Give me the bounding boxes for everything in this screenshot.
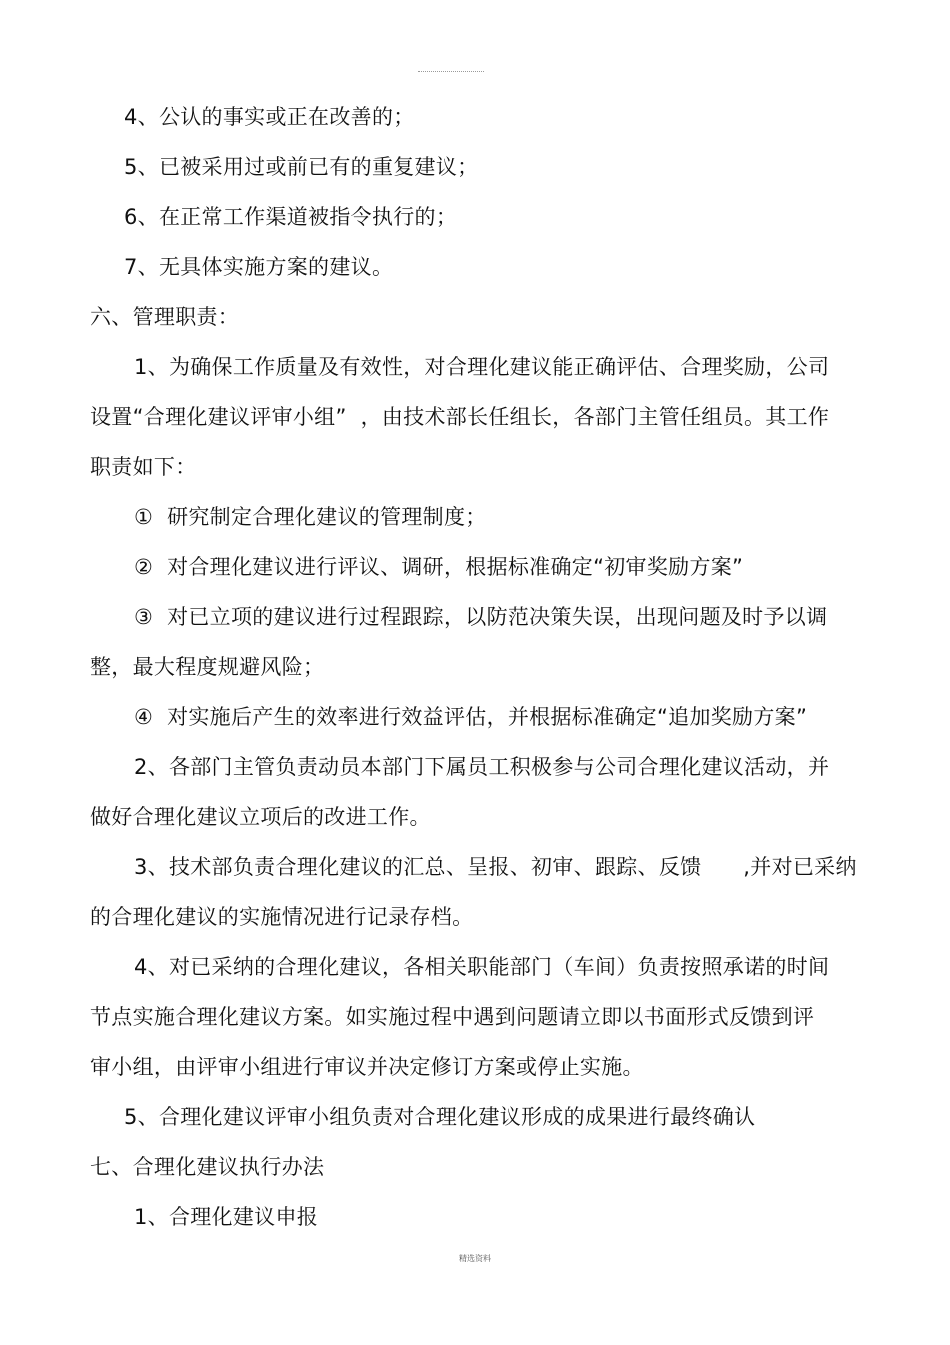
paragraph-line: 1、为确保工作质量及有效性，对合理化建议能正确评估、合理奖励，公司 — [134, 355, 830, 379]
duty-item-2: ② 对合理化建议进行评议、调研，根据标准确定“初审奖励方案” — [134, 555, 744, 579]
section-heading-6: 六、管理职责： — [90, 305, 240, 329]
paragraph-line: 设置“合理化建议评审小组” ，由技术部长任组长，各部门主管任组员。其工作 — [90, 405, 830, 429]
paragraph-line: 3、技术部负责合理化建议的汇总、呈报、初审、跟踪、反馈 ,并对已采纳 — [134, 855, 857, 879]
paragraph-line: 职责如下： — [90, 455, 197, 479]
paragraph-line: 的合理化建议的实施情况进行记录存档。 — [90, 905, 474, 929]
paragraph-line: 5、合理化建议评审小组负责对合理化建议形成的成果进行最终确认 — [124, 1105, 756, 1129]
duty-item-1: ① 研究制定合理化建议的管理制度； — [134, 505, 487, 529]
paragraph-line: 整，最大程度规避风险； — [90, 655, 325, 679]
paragraph-line: 审小组，由评审小组进行审议并决定修订方案或停止实施。 — [90, 1055, 644, 1079]
page-footer: 精选资料 — [459, 1254, 491, 1263]
list-item-4: 4、公认的事实或正在改善的； — [124, 105, 415, 129]
paragraph-line: 2、各部门主管负责动员本部门下属员工积极参与公司合理化建议活动，并 — [134, 755, 830, 779]
list-item-6: 6、在正常工作渠道被指令执行的； — [124, 205, 458, 229]
subsection-heading: 1、合理化建议申报 — [134, 1205, 319, 1229]
list-item-5: 5、已被采用过或前已有的重复建议； — [124, 155, 479, 179]
header-rule — [418, 71, 484, 72]
section-heading-7: 七、合理化建议执行办法 — [90, 1155, 325, 1179]
duty-item-3: ③ 对已立项的建议进行过程跟踪，以防范决策失误，出现问题及时予以调 — [134, 605, 828, 629]
paragraph-line: 节点实施合理化建议方案。如实施过程中遇到问题请立即以书面形式反馈到评 — [90, 1005, 815, 1029]
paragraph-line: 做好合理化建议立项后的改进工作。 — [90, 805, 431, 829]
duty-item-4: ④ 对实施后产生的效率进行效益评估，并根据标准确定“追加奖励方案” — [134, 705, 808, 729]
list-item-7: 7、无具体实施方案的建议。 — [124, 255, 394, 279]
paragraph-line: 4、对已采纳的合理化建议，各相关职能部门（车间）负责按照承诺的时间 — [134, 955, 830, 979]
